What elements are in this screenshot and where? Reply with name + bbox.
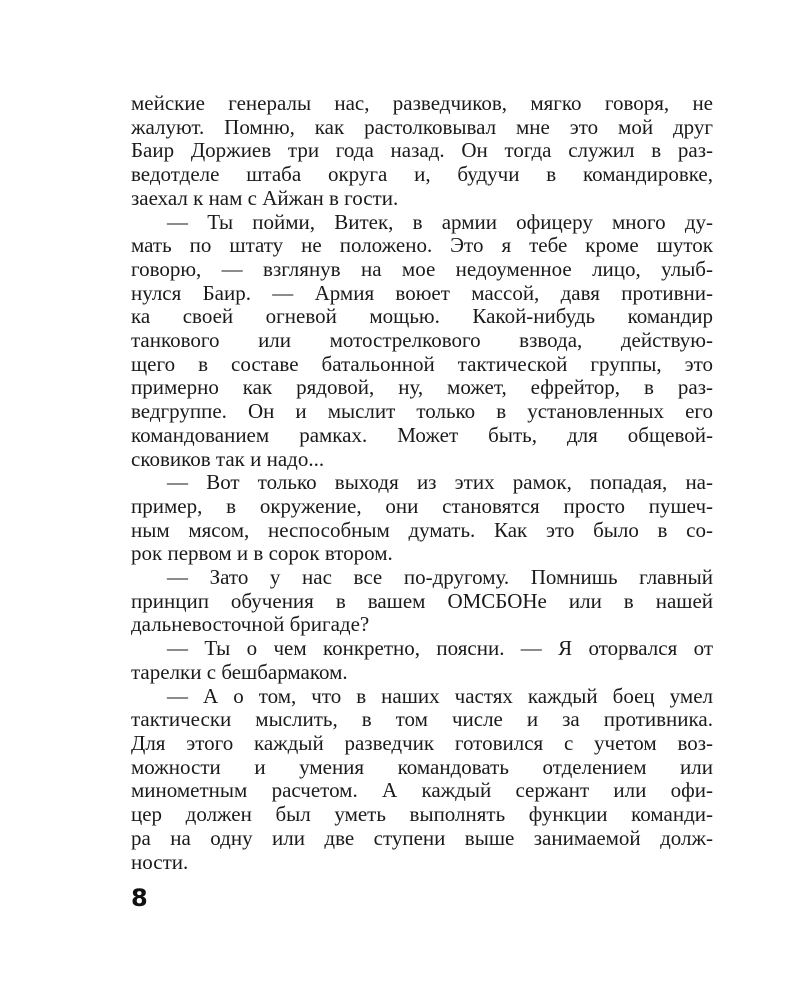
text-line: можности и умения командовать отделением или <box>131 755 713 779</box>
text-line: мать по штату не положено. Это я тебе кроме шуток <box>131 234 713 258</box>
text-line: — Зато у нас все по-другому. Помнишь главный <box>167 566 713 590</box>
text-line: говорю, — взглянув на мое недоуменное лицо, улыб- <box>131 257 713 281</box>
text-line: принцип обучения в вашем ОМСБОНе или в нашей <box>131 589 713 613</box>
text-line: заехал к нам с Айжан в гости. <box>131 186 399 210</box>
text-line: — Ты о чем конкретно, поясни. — Я оторвался от <box>167 637 713 661</box>
body-text <box>131 92 713 874</box>
text-line: ка своей огневой мощью. Какой-нибудь командир <box>131 305 713 329</box>
text-line: ведотделе штаба округа и, будучи в командировке, <box>131 163 713 187</box>
text-line: ности. <box>131 850 189 874</box>
text-line: примерно как рядовой, ну, может, ефрейтор, в раз- <box>131 376 713 400</box>
text-line: Баир Доржиев три года назад. Он тогда служил в раз- <box>131 139 713 163</box>
text-line: мейские генералы нас, разведчиков, мягко говоря, не <box>131 92 713 115</box>
text-line: цер должен был уметь выполнять функции команди- <box>131 803 713 827</box>
text-line: рок первом и в сорок втором. <box>131 542 393 566</box>
text-line: ным мясом, неспособным думать. Как это было в со- <box>131 518 713 542</box>
text-line: — Вот только выходя из этих рамок, попадая, на- <box>167 471 713 495</box>
text-line: тарелки с бешбармаком. <box>131 660 348 684</box>
text-line: минометным расчетом. А каждый сержант или офи- <box>131 779 713 803</box>
text-line: щего в составе батальонной тактической группы, это <box>131 352 713 376</box>
text-line: дальневосточной бригаде? <box>131 613 370 637</box>
page-number: 8 <box>131 884 148 912</box>
text-line: танкового или мотострелкового взвода, действую- <box>131 329 713 353</box>
text-line: тактически мыслить, в том числе и за противника. <box>131 708 713 732</box>
text-line: ведгруппе. Он и мыслит только в установленных его <box>131 400 713 424</box>
text-line: нулся Баир. — Армия воюет массой, давя противни- <box>131 281 713 305</box>
text-line: пример, в окружение, они становятся просто пушеч- <box>131 494 713 518</box>
text-line: ра на одну или две ступени выше занимаемой долж- <box>131 826 713 850</box>
text-line: Для этого каждый разведчик готовился с учетом воз- <box>131 731 713 755</box>
text-line: сковиков так и надо... <box>131 447 325 471</box>
text-line: жалуют. Помню, как растолковывал мне это мой друг <box>131 115 713 139</box>
text-line: — Ты пойми, Витек, в армии офицеру много ду- <box>167 210 713 234</box>
text-line: — А о том, что в наших частях каждый боец умел <box>167 684 713 708</box>
text-line: командованием рамках. Может быть, для общевой- <box>131 423 713 447</box>
